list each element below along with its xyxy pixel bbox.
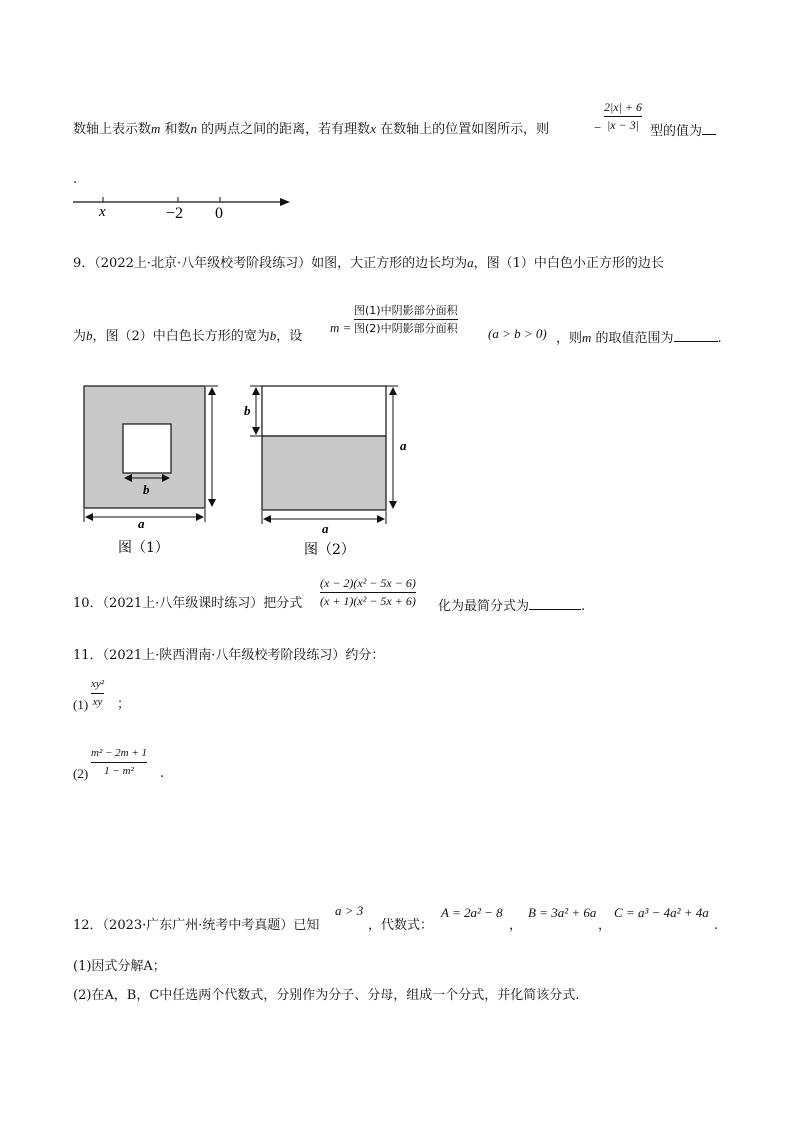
q8-dot: . <box>73 172 78 187</box>
q8-text-end: 型的值为 <box>650 121 716 140</box>
q12-sep2: ， <box>598 918 612 933</box>
q11-part1-label: (1) <box>73 697 89 712</box>
q12-expr-C: C = a³ − 4a² + 4a <box>614 905 709 920</box>
label-neg2: −2 <box>166 205 184 222</box>
q11-title: 11．（2021上·陕西渭南·八年级校考阶段练习）约分： <box>73 648 385 663</box>
q9-m-eq: m = <box>330 320 352 335</box>
q10-text: 10．（2021上·八年级课时练习）把分式 <box>73 596 303 611</box>
q9-fraction: 图(1)中阴影部分面积 图(2)中阴影部分面积 <box>354 304 458 335</box>
label-0: 0 <box>215 205 223 222</box>
q9-line2: 为b，图（2）中白色长方形的宽为b，设 <box>73 328 303 344</box>
q12-expr-A: A = 2a² − 8 <box>441 905 503 920</box>
q12-text-b: ，代数式： <box>368 918 434 933</box>
fig1-caption: 图（1） <box>118 540 169 556</box>
fig2-label-a-side: a <box>400 438 407 453</box>
q8-expression: 2|x| + 6 |x − 3| <box>604 100 643 132</box>
q12-text: 12．（2023·广东广州·统考中考真题）已知 <box>73 918 320 933</box>
fig2-label-a-bottom: a <box>322 521 329 536</box>
q11-part1-fraction: xy² xy <box>91 678 105 708</box>
q12-sep1: ， <box>509 918 523 933</box>
number-line <box>70 188 310 228</box>
q9-line2-end: ，则m 的取值范围为 . <box>556 330 722 346</box>
fig1-label-a: a <box>138 516 145 531</box>
q9-condition: (a > b > 0) <box>488 326 547 341</box>
answer-blank[interactable] <box>702 121 716 135</box>
figure-1 <box>80 382 240 562</box>
fig1-label-b: b <box>143 482 150 497</box>
q10-text-end: 化为最简分式为 . <box>438 596 585 615</box>
answer-blank[interactable] <box>529 596 581 610</box>
answer-blank[interactable] <box>674 328 718 342</box>
q12-part1: (1)因式分解A； <box>73 959 166 974</box>
q10-fraction: (x − 2)(x² − 5x − 6) (x + 1)(x² − 5x + 6) <box>320 576 416 608</box>
white-rect <box>262 386 386 436</box>
q11-part2-fraction: m² − 2m + 1 1 − m² <box>91 747 148 777</box>
q9-line1: 9．（2022上·北京·八年级校考阶段练习）如图，大正方形的边长均为a，图（1）中白色小正方形的边长 <box>73 255 664 271</box>
figure-2 <box>240 382 415 562</box>
q11-part2-end: . <box>160 766 165 781</box>
q8-minus-sign: − <box>594 120 602 135</box>
q11-part2-label: (2) <box>73 766 89 781</box>
fig2-label-b: b <box>244 403 251 418</box>
q12-condition: a > 3 <box>335 903 364 918</box>
shaded-rect <box>262 436 386 510</box>
q12-end: . <box>714 918 719 933</box>
q8-text: 数轴上表示数m 和数n 的两点之间的距离，若有理数x 在数轴上的位置如图所示，则 <box>73 121 550 137</box>
fig2-caption: 图（2） <box>304 542 355 558</box>
q12-part2: (2)在A，B，C中任选两个代数式，分别作为分子、分母，组成一个分式，并化简该分式. <box>73 988 580 1003</box>
small-white-square <box>123 424 171 473</box>
label-x: x <box>99 204 106 220</box>
q12-expr-B: B = 3a² + 6a <box>528 905 597 920</box>
q11-part1-end: ； <box>117 697 131 712</box>
